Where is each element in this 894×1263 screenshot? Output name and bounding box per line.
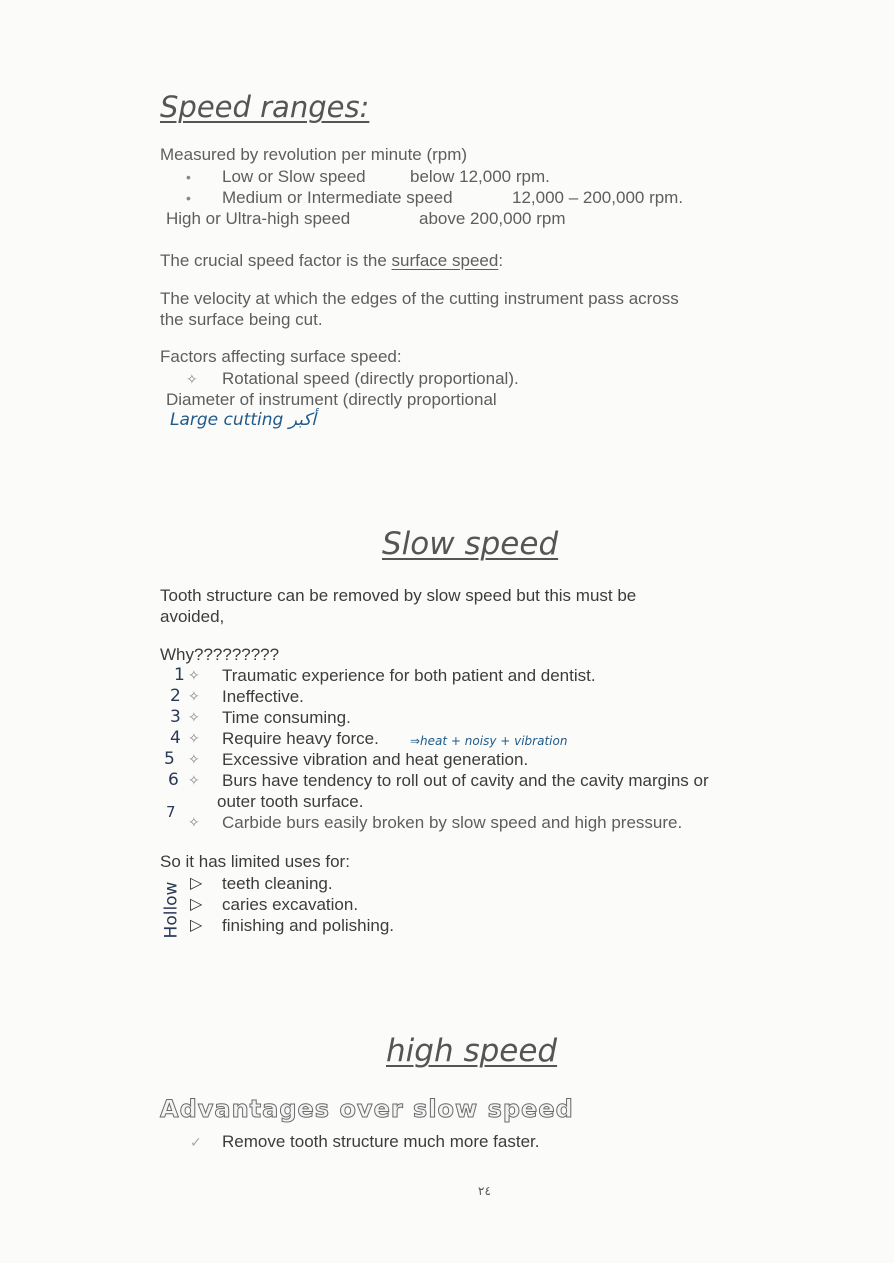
factors-title: Factors affecting surface speed:	[160, 347, 402, 366]
medium-speed-label: Medium or Intermediate speed	[222, 188, 453, 207]
high-speed-row	[166, 208, 566, 229]
list-item	[160, 707, 820, 728]
factor-rotational-row	[186, 368, 519, 390]
handwritten-number: 5	[164, 749, 175, 769]
list-item	[160, 728, 820, 749]
triangle-bullet-icon: ▷	[190, 896, 203, 913]
handwritten-number: 2	[170, 686, 181, 706]
low-speed-label: Low or Slow speed	[222, 167, 366, 186]
check-icon: ✓	[190, 1134, 202, 1150]
velocity-line-1: The velocity at which the edges of the cutting instrument pass across	[160, 289, 679, 308]
reason-text: Carbide burs easily broken by slow speed and high pressure.	[222, 813, 683, 832]
crucial-suffix: :	[498, 251, 504, 270]
reason-text: Ineffective.	[222, 687, 304, 706]
surface-speed-term: surface speed	[391, 251, 499, 270]
use-text: caries excavation.	[222, 895, 359, 914]
diamond-bullet-icon: ✧	[188, 709, 200, 725]
reason-text: Traumatic experience for both patient and dentist.	[222, 666, 596, 685]
handwritten-note-large-cutting: Large cutting أكبر	[170, 410, 317, 430]
uses-list	[160, 873, 560, 936]
high-speed-value: above 200,000 rpm	[419, 209, 566, 228]
bullet-icon: •	[186, 169, 191, 185]
list-item	[160, 915, 560, 936]
advantages-heading: Advantages over slow speed	[160, 1095, 574, 1123]
uses-title: So it has limited uses for:	[160, 852, 350, 871]
factor-diameter: Diameter of instrument (directly proportional	[166, 390, 497, 409]
advantage-row	[190, 1131, 540, 1153]
velocity-line-2: the surface being cut.	[160, 310, 323, 329]
handwritten-note: ⇒heat + noisy + vibration	[410, 734, 568, 748]
diamond-bullet-icon: ✧	[188, 751, 200, 767]
diamond-bullet-icon: ✧	[186, 371, 198, 387]
handwritten-number: 6	[168, 770, 179, 790]
list-item	[160, 665, 820, 686]
page-number: ٢٤	[478, 1184, 491, 1198]
list-item	[160, 770, 820, 812]
list-item	[160, 749, 820, 770]
medium-speed-value: 12,000 – 200,000 rpm.	[512, 188, 684, 207]
reason-text: Burs have tendency to roll out of cavity and the cavity margins or	[222, 771, 709, 790]
why-text: Why?????????	[160, 645, 280, 664]
triangle-bullet-icon: ▷	[190, 917, 203, 934]
handwritten-number: 3	[170, 707, 181, 727]
slow-intro-line-2: avoided,	[160, 607, 225, 626]
reason-text-continued: outer tooth surface.	[217, 792, 364, 811]
use-text: teeth cleaning.	[222, 874, 333, 893]
low-speed-value: below 12,000 rpm.	[410, 167, 550, 186]
measured-text: Measured by revolution per minute (rpm)	[160, 145, 468, 164]
diamond-bullet-icon: ✧	[188, 688, 200, 704]
section-heading-slow-speed: Slow speed	[382, 526, 559, 562]
bullet-icon: •	[186, 190, 191, 206]
reasons-list	[160, 665, 820, 833]
advantage-text: Remove tooth structure much more faster.	[222, 1132, 540, 1151]
slow-intro-line-1: Tooth structure can be removed by slow speed but this must be	[160, 586, 637, 605]
list-item	[160, 873, 560, 894]
section-heading-speed-ranges: Speed ranges:	[160, 90, 370, 124]
diamond-bullet-icon: ✧	[188, 814, 200, 830]
list-item	[160, 894, 560, 915]
handwritten-number: 4	[170, 728, 181, 748]
reason-text: Excessive vibration and heat generation.	[222, 750, 529, 769]
high-speed-label: High or Ultra-high speed	[166, 209, 351, 228]
section-heading-high-speed: high speed	[386, 1033, 558, 1069]
list-item	[160, 803, 820, 833]
diamond-bullet-icon: ✧	[188, 772, 200, 788]
crucial-factor-text	[160, 250, 503, 271]
use-text: finishing and polishing.	[222, 916, 395, 935]
medium-speed-row	[186, 187, 684, 209]
factor-rotational: Rotational speed (directly proportional).	[222, 369, 519, 388]
low-speed-row	[186, 166, 550, 188]
reason-text: Time consuming.	[222, 708, 351, 727]
triangle-bullet-icon: ▷	[190, 875, 203, 892]
handwritten-number: 7	[166, 803, 176, 821]
handwritten-margin-note: Hollow	[161, 881, 182, 939]
diamond-bullet-icon: ✧	[188, 667, 200, 683]
handwritten-number: 1	[174, 665, 185, 685]
diamond-bullet-icon: ✧	[188, 730, 200, 746]
crucial-prefix: The crucial speed factor is the	[160, 251, 392, 270]
list-item	[160, 686, 820, 707]
reason-text: Require heavy force.	[222, 729, 379, 748]
